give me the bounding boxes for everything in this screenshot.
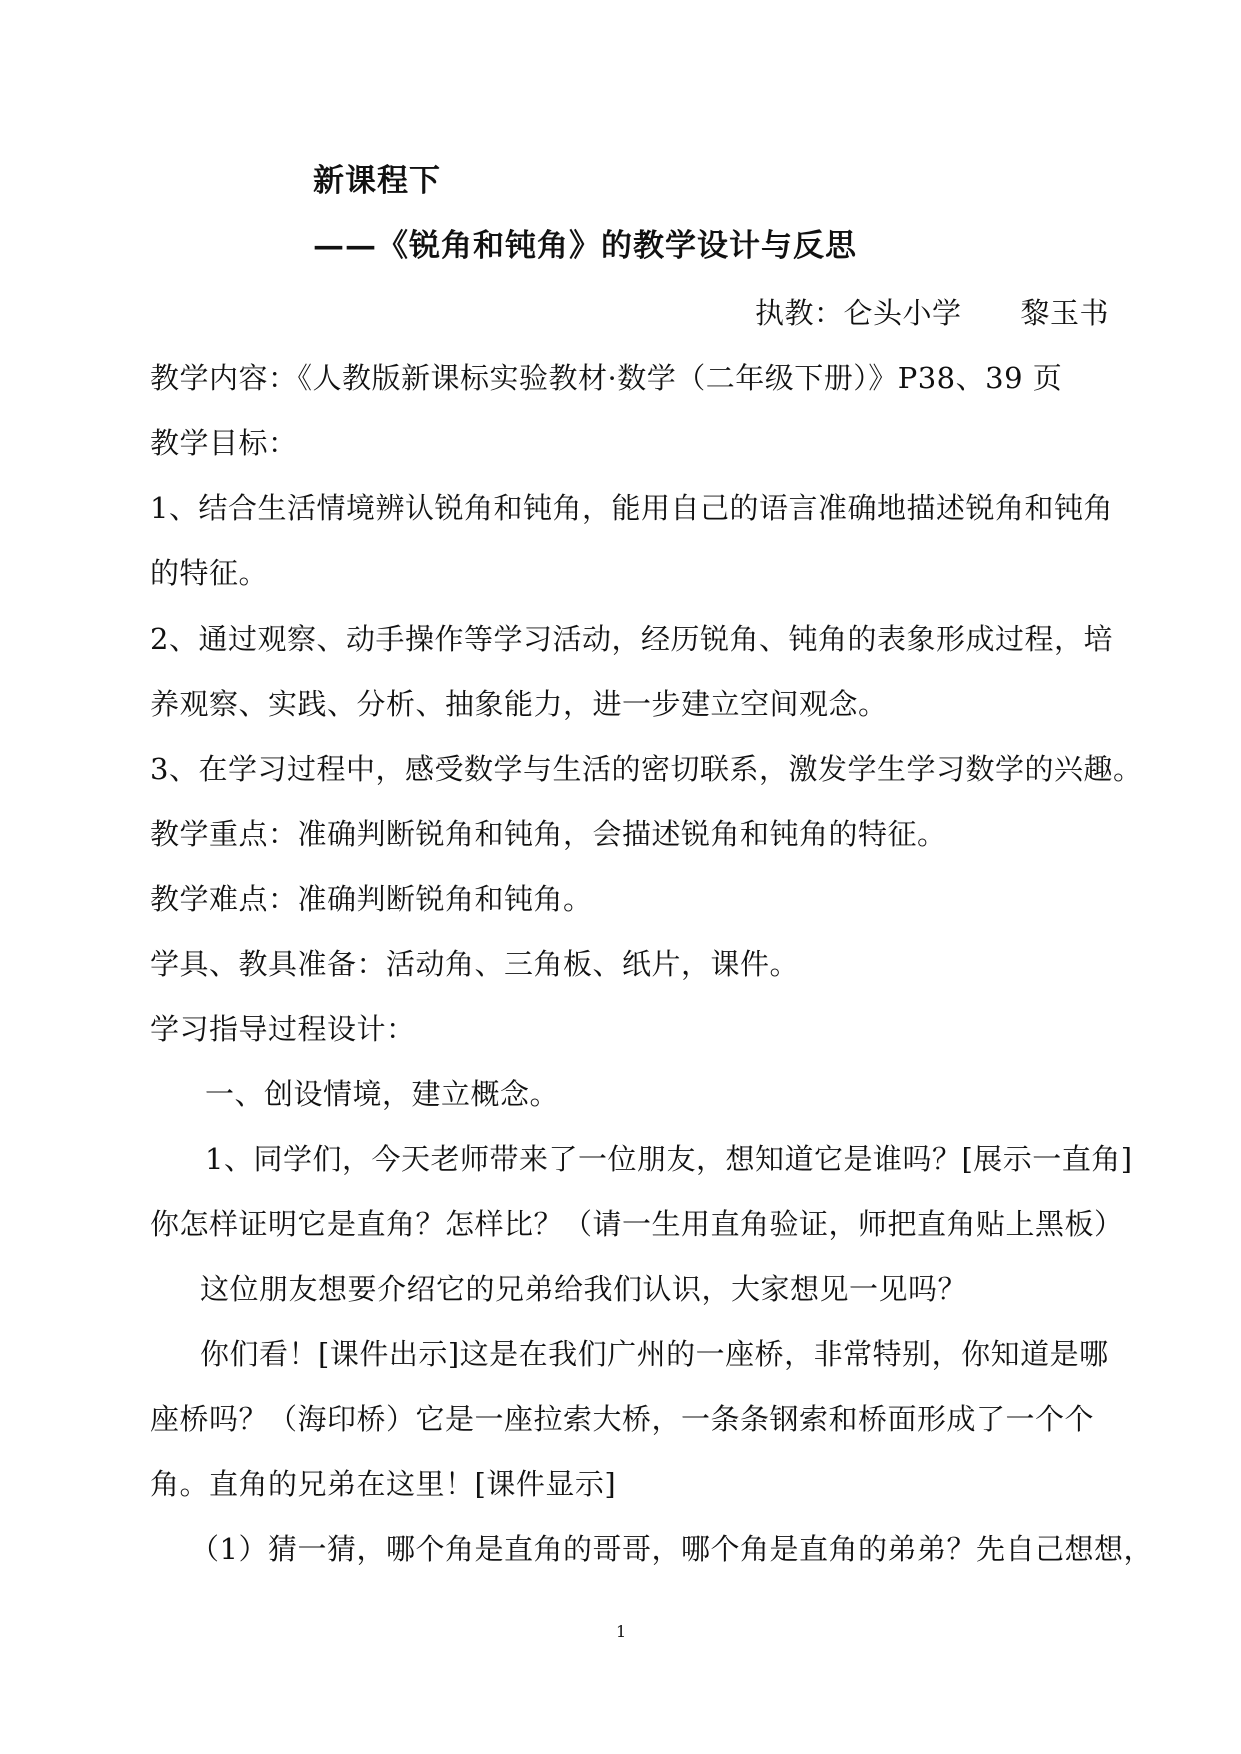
paragraph-3-line-2: 座桥吗？（海印桥）它是一座拉索大桥，一条条钢索和桥面形成了一个个 xyxy=(150,1402,1095,1436)
paragraph-1-line-2: 你怎样证明它是直角？怎样比？（请一生用直角验证，师把直角贴上黑板） xyxy=(150,1207,1124,1241)
title-line-2: ——《锐角和钝角》的教学设计与反思 xyxy=(313,228,857,264)
page-number: 1 xyxy=(616,1622,627,1641)
goal-2-line-1: 2、通过观察、动手操作等学习活动，经历锐角、钝角的表象形成过程，培 xyxy=(150,622,1113,656)
goal-2-line-2: 养观察、实践、分析、抽象能力，进一步建立空间观念。 xyxy=(150,687,888,721)
key-point: 教学重点：准确判断锐角和钝角，会描述锐角和钝角的特征。 xyxy=(150,817,947,851)
paragraph-3-line-1: 你们看！[课件出示]这是在我们广州的一座桥，非常特别，你知道是哪 xyxy=(200,1337,1109,1371)
title-line-1: 新课程下 xyxy=(313,163,441,199)
goal-1-line-2: 的特征。 xyxy=(150,556,269,590)
tools: 学具、教具准备：活动角、三角板、纸片，课件。 xyxy=(150,947,800,981)
paragraph-4: （1）猜一猜，哪个角是直角的哥哥，哪个角是直角的弟弟？先自己想想， xyxy=(190,1532,1153,1566)
section-1-heading: 一、创设情境，建立概念。 xyxy=(205,1077,560,1111)
goal-1-line-1: 1、结合生活情境辨认锐角和钝角，能用自己的语言准确地描述锐角和钝角 xyxy=(150,491,1113,525)
paragraph-1-line-1: 1、同学们，今天老师带来了一位朋友，想知道它是谁吗？[展示一直角] xyxy=(205,1142,1133,1176)
teaching-content: 教学内容：《人教版新课标实验教材·数学（二年级下册）》P38、39 页 xyxy=(150,361,1063,395)
process-label: 学习指导过程设计： xyxy=(150,1012,416,1046)
goals-label: 教学目标： xyxy=(150,426,298,460)
difficulty: 教学难点：准确判断锐角和钝角。 xyxy=(150,882,593,916)
paragraph-2: 这位朋友想要介绍它的兄弟给我们认识，大家想见一见吗？ xyxy=(200,1272,968,1306)
goal-3: 3、在学习过程中，感受数学与生活的密切联系，激发学生学习数学的兴趣。 xyxy=(150,752,1143,786)
paragraph-3-line-3: 角。直角的兄弟在这里！[课件显示] xyxy=(150,1467,617,1501)
author-line: 执教：仑头小学 黎玉书 xyxy=(755,296,1110,330)
